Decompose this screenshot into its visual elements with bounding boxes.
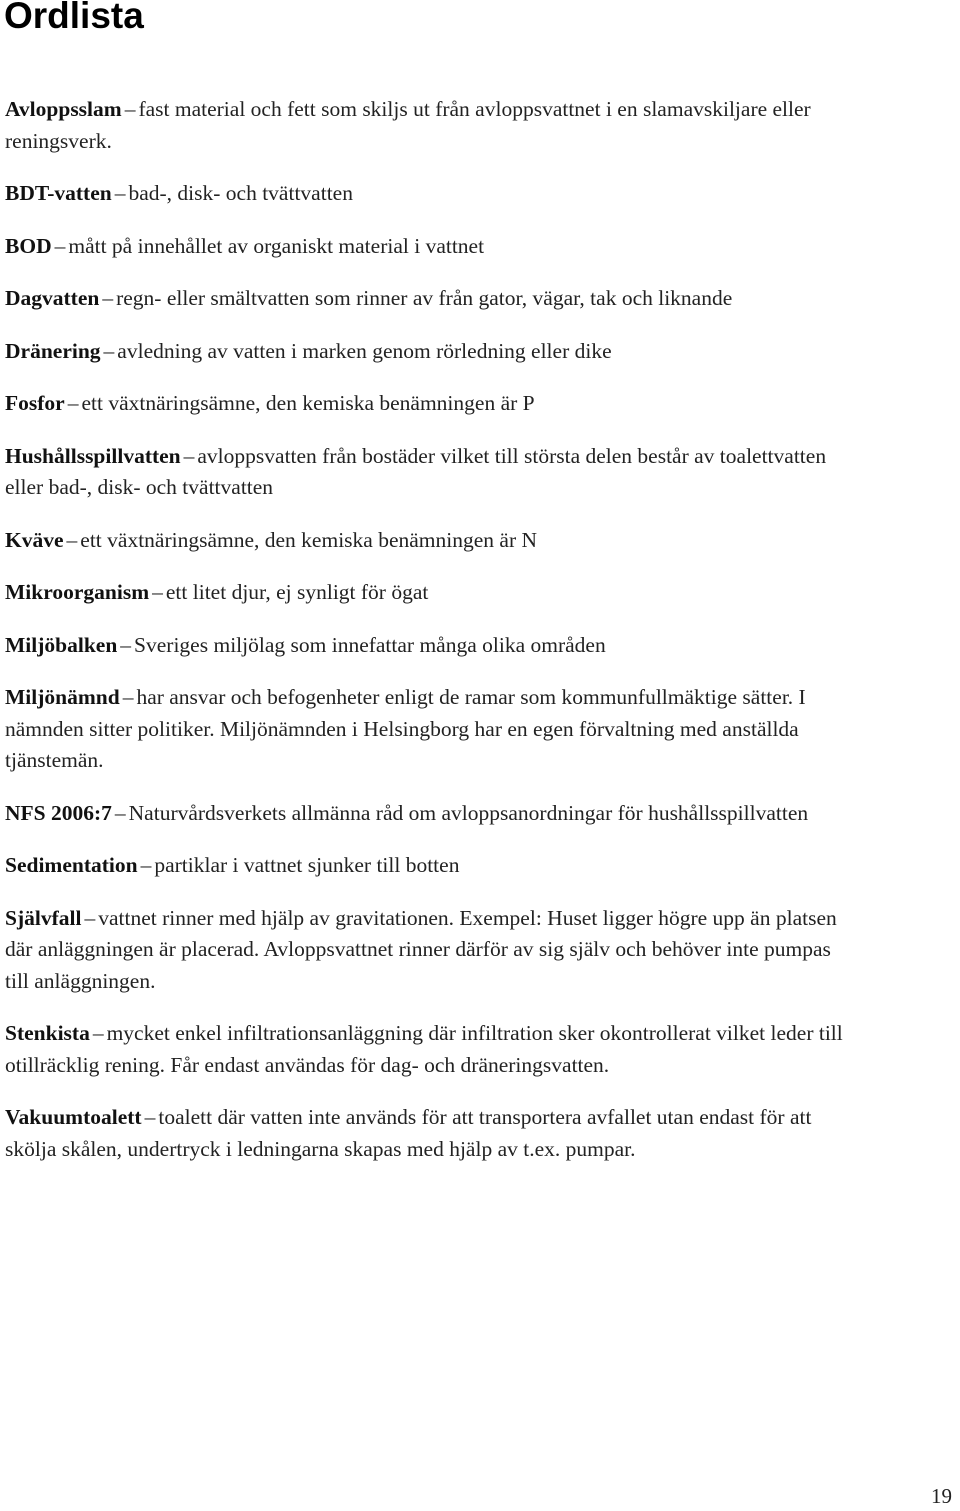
glossary-term: Miljöbalken [5, 632, 118, 657]
glossary-definition: mått på innehållet av organiskt material i vattnet [68, 233, 485, 258]
glossary-entry [5, 336, 845, 368]
glossary-entry [5, 94, 845, 157]
glossary-term: Avloppsslam [5, 97, 122, 121]
glossary-entry [5, 1018, 845, 1081]
glossary-term: Självfall [5, 905, 82, 930]
glossary-definition: bad-, disk- och tvättvatten [128, 181, 353, 205]
glossary-definition: ett växtnäringsämne, den kemiska benämningen är N [80, 527, 538, 552]
glossary-definition: toalett där vatten inte används för att transportera avfallet utan endast för att skölja skålen, undertryck i ledningarna skapas med hjälp av t.ex. pumpar. [5, 1105, 812, 1161]
glossary-definition: partiklar i vattnet sjunker till botten [154, 853, 460, 877]
glossary-definition: har ansvar och befogenheter enligt de ramar som kommunfullmäktige sätter. I nämnden sitter politiker. Miljönämnden i Helsingborg har en egen förvaltning med anställda tjänstemän. [5, 685, 806, 772]
glossary-term: Fosfor [5, 391, 65, 415]
glossary-entry [5, 525, 845, 557]
page-title: Ordlista [4, 0, 144, 36]
term-separator: – [122, 685, 134, 709]
term-separator: – [120, 632, 132, 657]
glossary-entry [5, 231, 845, 263]
term-separator: – [102, 286, 114, 310]
term-separator: – [67, 391, 79, 415]
glossary-term: Kväve [5, 527, 64, 552]
glossary-entry [5, 1102, 845, 1165]
glossary-definition: ett litet djur, ej synligt för ögat [165, 580, 429, 604]
glossary-definition: avledning av vatten i marken genom rörledning eller dike [117, 338, 612, 363]
glossary-entry [5, 283, 845, 315]
glossary-term: Miljönämnd [5, 685, 120, 709]
glossary-entry [5, 798, 845, 830]
glossary-definition: avloppsvatten från bostäder vilket till största delen består av toalettvatten eller bad-, disk- och tvättvatten [5, 443, 827, 499]
term-separator: – [114, 800, 126, 825]
term-separator: – [140, 853, 152, 877]
term-separator: – [54, 233, 66, 258]
glossary-definition: ett växtnäringsämne, den kemiska benämningen är P [81, 391, 535, 415]
glossary-definition: mycket enkel infiltrationsanläggning där infiltration sker okontrollerat vilket leder till otillräcklig rening. Får endast användas för dag- och dräneringsvatten. [5, 1021, 843, 1077]
term-separator: – [92, 1021, 104, 1045]
glossary-definition: vattnet rinner med hjälp av gravitationen. Exempel: Huset ligger högre upp än platsen där anläggningen är placerad. Avloppsvattnet rinner därför av sig själv och behöver inte pumpas till anläggningen. [5, 905, 837, 993]
glossary-term: Vakuumtoalett [5, 1105, 142, 1129]
glossary-term: Mikroorganism [5, 580, 150, 604]
term-separator: – [84, 905, 96, 930]
glossary-entry [5, 388, 845, 420]
glossary-term: Dagvatten [5, 286, 100, 310]
glossary-term: Stenkista [5, 1021, 90, 1045]
glossary-definition: Sveriges miljölag som innefattar många olika områden [134, 632, 606, 657]
glossary-list [5, 94, 845, 1186]
glossary-term: Sedimentation [5, 853, 138, 877]
glossary-definition: Naturvårdsverkets allmänna råd om avloppsanordningar för hushållsspillvatten [128, 800, 809, 825]
glossary-definition: fast material och fett som skiljs ut från avloppsvattnet i en slamavskiljare eller reningsverk. [5, 97, 811, 153]
term-separator: – [124, 97, 136, 121]
glossary-term: Hushållsspillvatten [5, 443, 181, 468]
glossary-entry [5, 850, 845, 882]
glossary-entry [5, 903, 845, 998]
glossary-term: BDT-vatten [5, 181, 112, 205]
glossary-entry [5, 682, 845, 777]
glossary-term: NFS 2006:7 [5, 800, 112, 825]
term-separator: – [183, 443, 195, 468]
term-separator: – [152, 580, 163, 604]
glossary-definition: regn- eller smältvatten som rinner av från gator, vägar, tak och liknande [116, 286, 733, 310]
term-separator: – [114, 181, 126, 205]
glossary-term: Dränering [5, 338, 101, 363]
term-separator: – [144, 1105, 156, 1129]
glossary-entry [5, 441, 845, 504]
glossary-entry [5, 630, 845, 662]
glossary-entry [5, 178, 845, 210]
term-separator: – [66, 527, 78, 552]
term-separator: – [103, 338, 115, 363]
page-number: 19 [931, 1484, 952, 1508]
glossary-entry [5, 577, 845, 609]
glossary-term: BOD [5, 233, 52, 258]
